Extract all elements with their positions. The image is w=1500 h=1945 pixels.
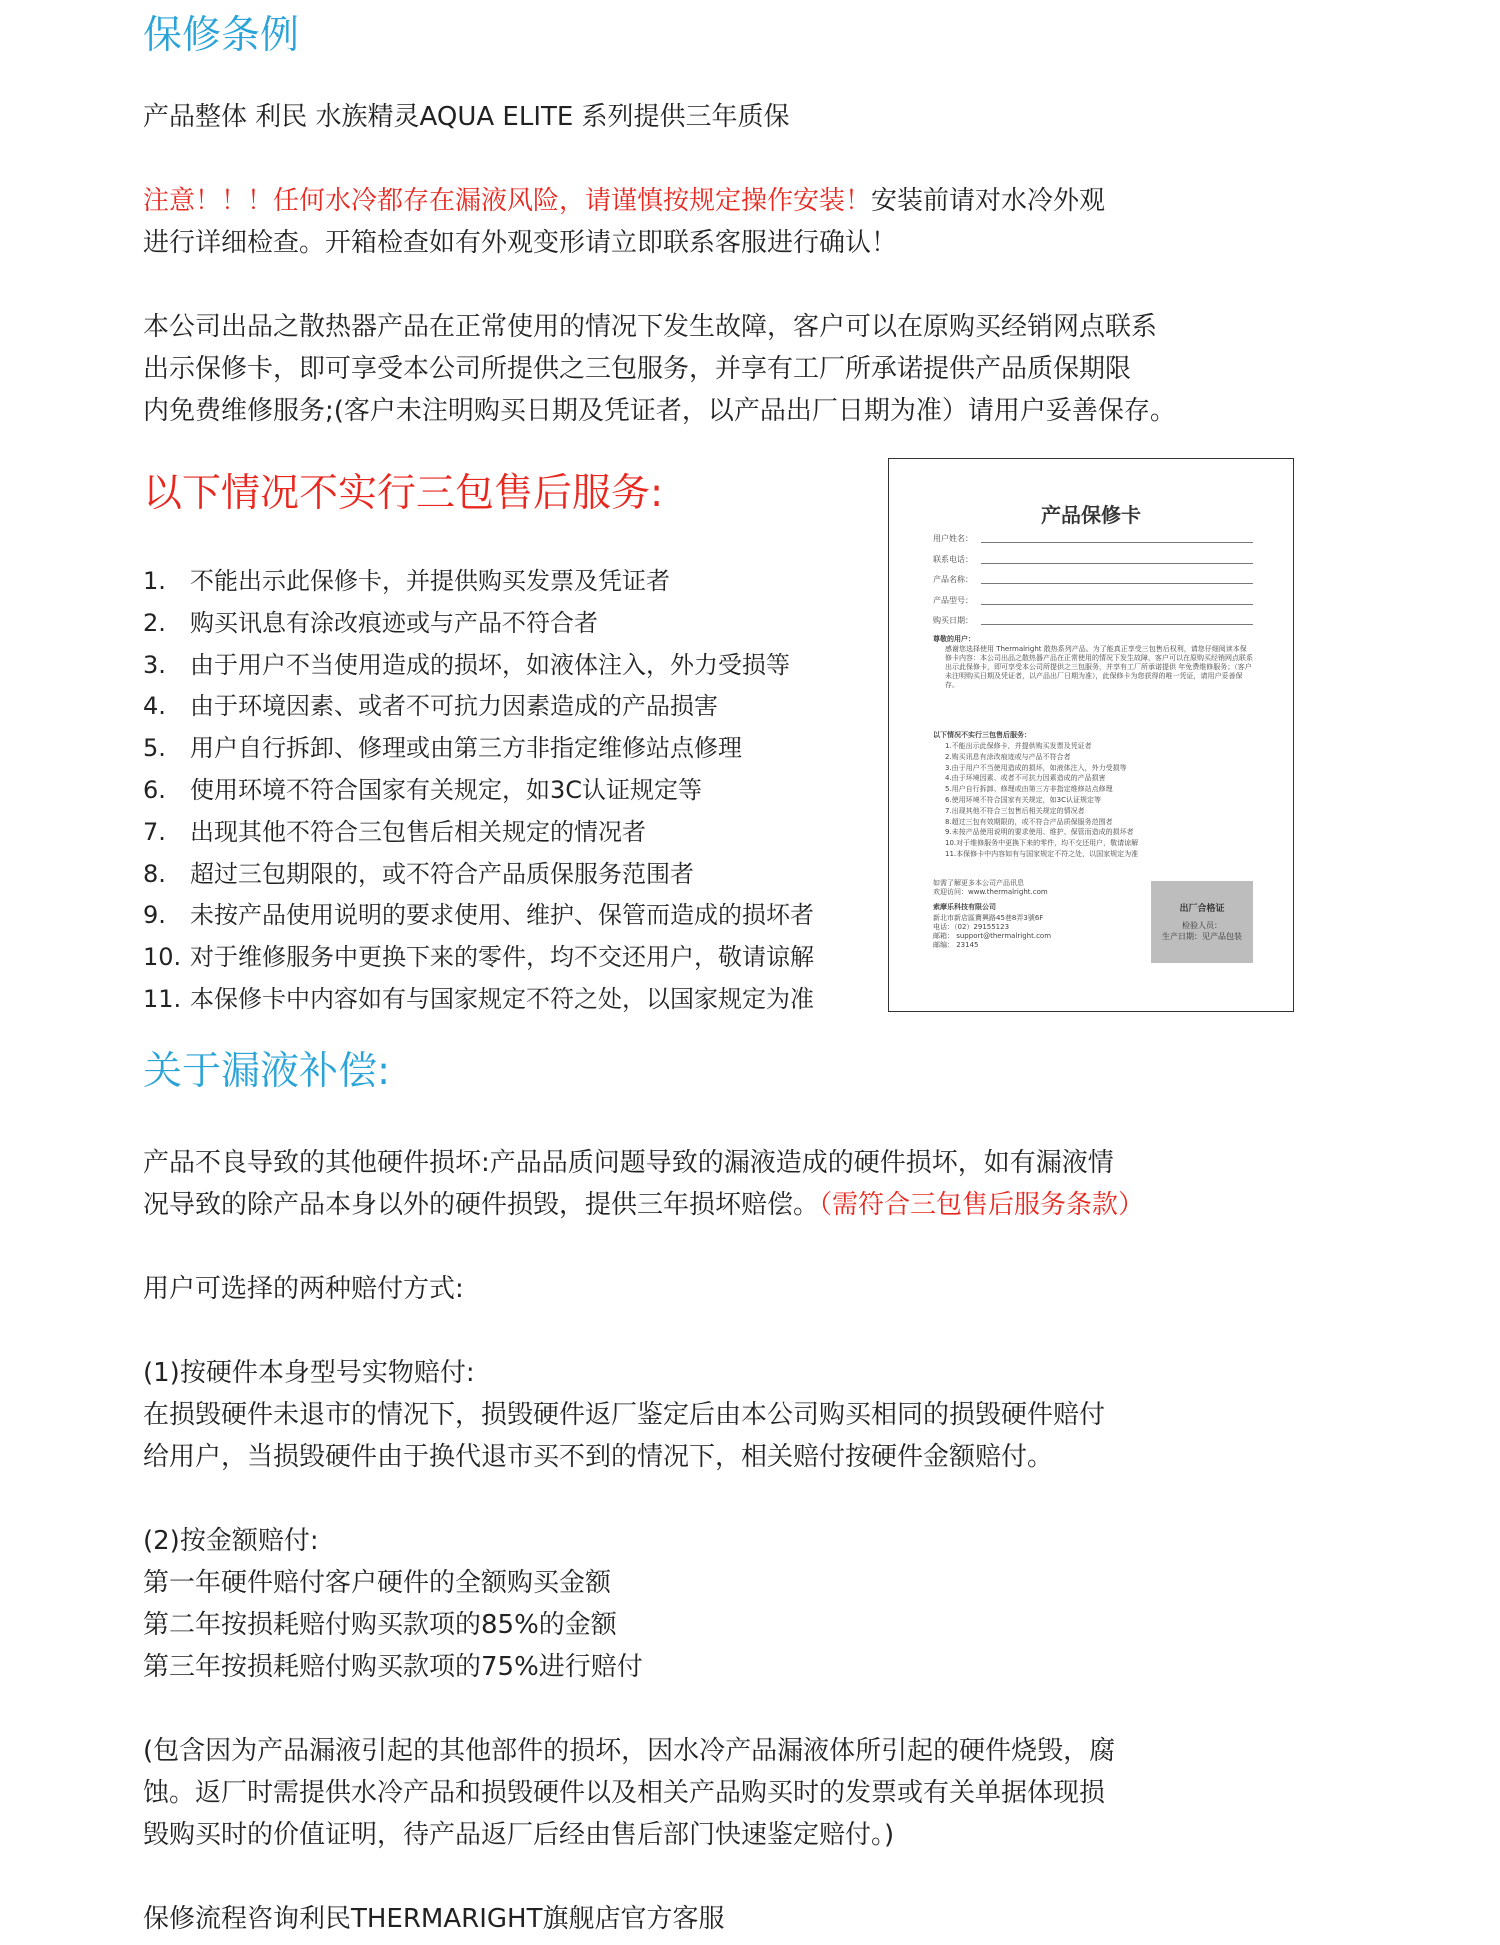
exclusion-text: 不能出示此保修卡，并提供购买发票及凭证者 [190,567,670,595]
card-exclusion-item: 9.未按产品使用说明的要求使用、维护、保管而造成的损坏者 [945,828,1134,837]
card-postcode: 邮编： 23145 [933,941,979,949]
exclusion-item [143,730,742,766]
exclusion-item [143,563,670,599]
note-line-2: 蚀。返厂时需提供水冷产品和损毁硬件以及相关产品购买时的发票或有关单据体现损 [143,1778,1106,1808]
exclusion-number: 8. [143,859,166,888]
card-exclusions-title: 以下情况不实行三包售后服务： [933,731,1031,739]
leak-title: 关于漏液补偿: [143,1049,391,1094]
card-more-2: 欢迎访问：www.thermalright.com [933,888,1048,896]
exclusion-text: 未按产品使用说明的要求使用、维护、保管而造成的损坏者 [190,901,814,930]
exclusion-number: 9. [143,901,166,930]
card-greeting: 尊敬的用户： [933,635,975,643]
card-field-line [981,542,1253,543]
exclusion-number: 4. [143,692,166,721]
warning-red-text: 注意！！！任何水冷都存在漏液风险，请谨慎按规定操作安装！ [143,186,872,216]
exclusion-number: 2. [143,608,166,637]
exclusion-number: 6. [143,776,166,804]
card-field-label: 产品名称： [933,575,973,584]
card-field-label: 联系电话： [933,554,973,564]
card-exclusion-item: 1.不能出示此保修卡，并提供购买发票及凭证者 [945,742,1092,750]
exclusion-text: 由于环境因素、或者不可抗力因素造成的产品损害 [190,692,718,721]
exclusion-text: 出现其他不符合三包售后相关规定的情况者 [190,817,646,846]
leak-p1-line-1: 产品不良导致的其他硬件损坏:产品品质问题导致的漏液造成的硬件损坏，如有漏液情 [143,1148,1114,1178]
card-more-1: 如需了解更多本公司产品讯息 [933,879,1024,887]
exclusion-text: 购买讯息有涂改痕迹或与产品不符合者 [190,608,598,637]
note-line-1: (包含因为产品漏液引起的其他部件的损坏，因水冷产品漏液体所引起的硬件烧毁，腐 [143,1736,1116,1766]
policy-line-3: 内免费维修服务;(客户未注明购买日期及凭证者，以产品出厂日期为准）请用户妥善保存。 [143,396,1176,426]
exclusion-item [143,647,790,683]
card-company: 索摩乐科技有限公司 [933,903,996,911]
card-field-line [981,604,1253,605]
exclusion-number: 1. [143,567,166,595]
card-field-line [981,624,1253,625]
option-2-line-2: 第二年按损耗赔付购买款项的85%的金额 [143,1610,617,1640]
card-exclusion-item: 2.购买讯息有涂改痕迹或与产品不符合者 [945,752,1071,761]
footer-service-text: 保修流程咨询利民THERMARIGHT旗舰店官方客服 [143,1904,725,1934]
card-title: 产品保修卡 [1041,503,1141,527]
card-email: 邮箱： support@thermalright.com [933,932,1052,940]
exclusion-text: 本保修卡中内容如有与国家规定不符之处，以国家规定为准 [190,985,814,1013]
option-1-line-1: 在损毁硬件未退市的情况下，损毁硬件返厂鉴定后由本公司购买相同的损毁硬件赔付 [143,1400,1106,1430]
card-qualification-stamp [1151,881,1253,963]
exclusion-item [143,688,718,724]
policy-line-1: 本公司出品之散热器产品在正常使用的情况下发生故障，客户可以在原购买经销网点联系 [143,312,1158,342]
warranty-card-image [888,458,1294,1012]
card-field-label: 购买日期： [933,616,973,625]
card-exclusion-item: 11.本保修卡中内容如有与国家规定不符之处，以国家规定为准 [945,850,1139,858]
exclusion-text: 对于维修服务中更换下来的零件，均不交还用户，敬请谅解 [190,943,814,972]
card-exclusion-item: 7.出现其他不符合三包售后相关规定的情况者 [945,806,1085,815]
option-1-line-2: 给用户，当损毁硬件由于换代退市买不到的情况下，相关赔付按硬件金额赔付。 [143,1442,1054,1472]
card-field [933,533,1253,545]
note-line-3: 毁购买时的价值证明，待产品返厂后经由售后部门快速鉴定赔付。) [143,1820,895,1850]
option-2-title: (2)按金额赔付: [143,1526,319,1556]
warning-rest-text: 安装前请对水冷外观 [871,186,1106,216]
page-title: 保修条例 [143,13,300,58]
card-exclusion-item: 5.用户自行拆卸、修理或由第三方非指定维修站点修理 [945,785,1113,794]
card-field [933,574,1253,586]
card-exclusion-item: 4.由于环境因素、或者不可抗力因素造成的产品损害 [945,774,1106,783]
exclusion-text: 由于用户不当使用造成的损坏，如液体注入，外力受损等 [190,650,790,679]
exclusion-item [143,856,694,892]
leak-p1-red-text: （需符合三包售后服务条款） [819,1190,1145,1220]
exclusion-item [143,772,702,808]
option-2-line-3: 第三年按损耗赔付购买款项的75%进行赔付 [143,1652,643,1682]
option-1-title: (1)按硬件本身型号实物赔付: [143,1358,475,1388]
intro-text: 产品整体 利民 水族精灵AQUA ELITE 系列提供三年质保 [143,102,790,132]
exclusion-number: 10. [143,943,182,972]
option-2-line-1: 第一年硬件赔付客户硬件的全额购买金额 [143,1568,612,1598]
warning-line-1 [143,180,1105,222]
leak-p1-line-2 [143,1184,1144,1226]
card-field [933,615,1253,627]
exclusion-item [143,981,814,1017]
card-field-label: 产品型号： [933,595,973,605]
stamp-inspector: 检验人员： [1182,921,1222,930]
exclusions-title: 以下情况不实行三包售后服务: [143,471,664,516]
exclusion-text: 超过三包期限的，或不符合产品质保服务范围者 [190,859,694,888]
card-phone: 电话：（02）29155123 [933,923,1010,931]
policy-line-2: 出示保修卡，即可享受本公司所提供之三包服务，并享有工厂所承诺提供产品质保期限 [143,354,1132,384]
card-exclusion-item: 10.对于维修服务中更换下来的零件，均不交还用户，敬请谅解 [945,839,1139,848]
card-exclusion-item: 6.使用环境不符合国家有关规定，如3C认证规定等 [945,796,1102,804]
card-exclusion-item: 3.由于用户不当使用造成的损坏，如液体注入，外力受损等 [945,763,1127,772]
exclusion-item [143,897,814,933]
warning-line-2: 进行详细检查。开箱检查如有外观变形请立即联系客服进行确认！ [143,228,898,258]
exclusion-item [143,814,646,850]
card-body: 感谢您选择使用 Thermalright 散热系列产品。为了能真正享受三包售后权利，请您仔细阅读本保修卡内容：本公司出品之散热器产品在正常使用的情况下发生故障，客户可以在原购买经销网点联系出示此保修卡，即可享受本公司所提供之三包服务，并享有工厂所承诺提供 年免费维修服务；（客户未注明购买日期及凭证者，以产品出厂日期为准），此保修卡为您获得的唯一凭证，请用户妥善保存。 [945,645,1253,689]
exclusion-number: 7. [143,817,166,846]
options-intro: 用户可选择的两种赔付方式: [143,1274,464,1304]
exclusion-item [143,939,814,975]
stamp-date: 生产日期：见产品包装 [1162,932,1242,941]
exclusion-text: 使用环境不符合国家有关规定，如3C认证规定等 [190,776,703,804]
exclusion-number: 5. [143,734,166,763]
stamp-title: 出厂合格证 [1179,904,1225,914]
leak-p1-text: 况导致的除产品本身以外的硬件损毁，提供三年损坏赔偿。 [143,1190,820,1220]
card-field-line [981,563,1253,564]
card-exclusion-item: 8.超过三包有效期限的，或不符合产品质保服务范围者 [945,817,1113,826]
card-field [933,554,1253,566]
exclusion-item [143,605,598,641]
exclusion-text: 用户自行拆卸、修理或由第三方非指定维修站点修理 [190,734,742,763]
card-field [933,595,1253,607]
card-address: 新北市新店區寶興路45巷8弄3號6F [933,914,1044,922]
exclusion-number: 3. [143,650,166,679]
card-field-line [981,583,1253,584]
exclusion-number: 11. [143,985,182,1013]
card-field-label: 用户姓名： [933,534,973,543]
